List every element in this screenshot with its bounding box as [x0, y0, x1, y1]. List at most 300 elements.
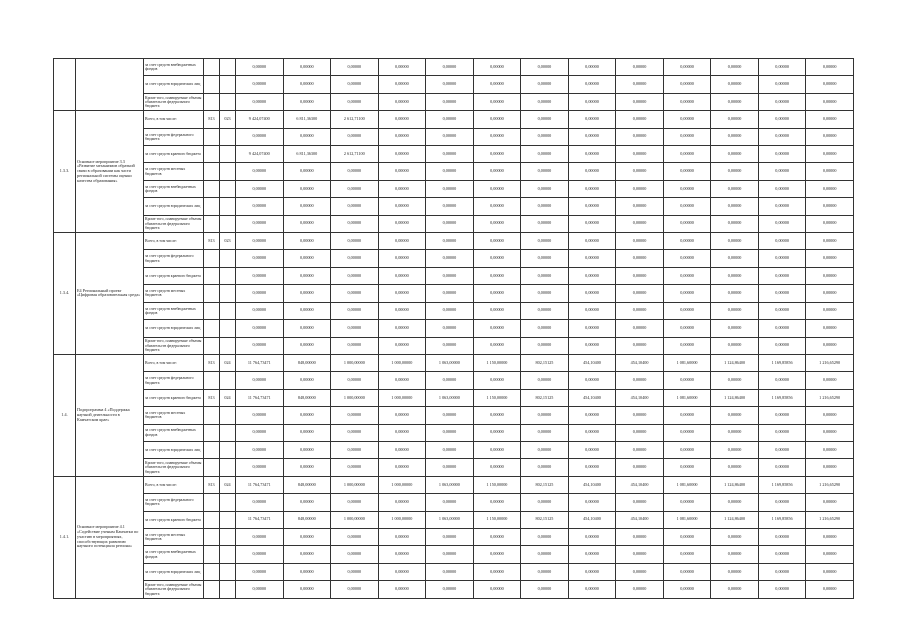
amount-cell: 0,00000 — [331, 424, 379, 441]
amount-cell: 0,00000 — [711, 302, 759, 319]
amount-cell: 0,00000 — [473, 93, 521, 110]
amount-cell: 0,00000 — [616, 337, 664, 354]
table-row — [54, 128, 854, 145]
amount-cell: 0,00000 — [616, 494, 664, 511]
amount-cell: 0,00000 — [473, 146, 521, 163]
grbs-code-cell — [204, 180, 220, 197]
amount-cell: 1 150,00000 — [473, 389, 521, 406]
funding-source-cell: за счет средств краевого бюджета — [144, 389, 204, 406]
amount-cell: 0,00000 — [568, 424, 616, 441]
table-row — [54, 476, 854, 493]
section-code-cell: 024 — [220, 389, 236, 406]
amount-cell: 0,00000 — [378, 546, 426, 563]
amount-cell: 0,00000 — [331, 59, 379, 76]
amount-cell: 0,00000 — [711, 233, 759, 250]
amount-cell: 0,00000 — [521, 285, 569, 302]
amount-cell: 0,00000 — [473, 163, 521, 180]
amount-cell: 0,00000 — [283, 163, 331, 180]
amount-cell: 0,00000 — [663, 163, 711, 180]
amount-cell: 0,00000 — [473, 250, 521, 267]
section-code-cell — [220, 581, 236, 598]
amount-cell: 0,00000 — [568, 250, 616, 267]
amount-cell: 0,00000 — [378, 215, 426, 232]
amount-cell: 0,00000 — [663, 441, 711, 458]
item-name-cell — [76, 59, 144, 111]
amount-cell: 0,00000 — [378, 146, 426, 163]
item-number-cell — [54, 59, 76, 111]
amount-cell: 454,10400 — [568, 476, 616, 493]
amount-cell: 0,00000 — [521, 233, 569, 250]
amount-cell: 0,00000 — [426, 459, 474, 476]
amount-cell: 0,00000 — [473, 581, 521, 598]
grbs-code-cell: 813 — [204, 389, 220, 406]
funding-source-cell: за счет средств внебюджетных фондов — [144, 59, 204, 76]
amount-cell: 1 216,65290 — [806, 354, 854, 371]
table-row — [54, 389, 854, 406]
table-row — [54, 407, 854, 424]
amount-cell: 0,00000 — [758, 128, 806, 145]
amount-cell: 0,00000 — [758, 563, 806, 580]
budget-table-page — [53, 58, 853, 598]
amount-cell: 0,00000 — [663, 459, 711, 476]
amount-cell: 0,00000 — [473, 372, 521, 389]
amount-cell: 0,00000 — [806, 302, 854, 319]
amount-cell: 1 000,00000 — [378, 476, 426, 493]
amount-cell: 0,00000 — [236, 528, 284, 545]
amount-cell: 0,00000 — [711, 320, 759, 337]
section-code-cell — [220, 337, 236, 354]
amount-cell: 0,00000 — [236, 581, 284, 598]
grbs-code-cell: 813 — [204, 354, 220, 371]
table-row — [54, 546, 854, 563]
amount-cell: 0,00000 — [426, 180, 474, 197]
amount-cell: 1 000,00000 — [378, 389, 426, 406]
amount-cell: 1 063,00000 — [426, 476, 474, 493]
grbs-code-cell — [204, 76, 220, 93]
amount-cell: 0,00000 — [236, 563, 284, 580]
table-row — [54, 563, 854, 580]
table-row — [54, 180, 854, 197]
amount-cell: 0,00000 — [806, 459, 854, 476]
amount-cell: 0,00000 — [236, 337, 284, 354]
amount-cell: 454,10400 — [616, 511, 664, 528]
table-row — [54, 285, 854, 302]
amount-cell: 0,00000 — [236, 76, 284, 93]
amount-cell: 0,00000 — [758, 215, 806, 232]
section-code-cell — [220, 528, 236, 545]
table-row — [54, 215, 854, 232]
funding-source-cell: за счет средств внебюджетных фондов — [144, 546, 204, 563]
amount-cell: 0,00000 — [663, 337, 711, 354]
amount-cell: 0,00000 — [758, 250, 806, 267]
amount-cell: 0,00000 — [426, 320, 474, 337]
amount-cell: 0,00000 — [283, 581, 331, 598]
grbs-code-cell — [204, 546, 220, 563]
amount-cell: 1 216,65290 — [806, 476, 854, 493]
amount-cell: 0,00000 — [378, 163, 426, 180]
amount-cell: 0,00000 — [568, 320, 616, 337]
section-code-cell — [220, 76, 236, 93]
amount-cell: 0,00000 — [378, 233, 426, 250]
amount-cell: 0,00000 — [283, 563, 331, 580]
amount-cell: 1 000,00000 — [378, 511, 426, 528]
amount-cell: 0,00000 — [663, 424, 711, 441]
funding-source-cell: за счет средств краевого бюджета — [144, 511, 204, 528]
amount-cell: 0,00000 — [378, 372, 426, 389]
amount-cell: 0,00000 — [616, 320, 664, 337]
amount-cell: 0,00000 — [426, 407, 474, 424]
amount-cell: 0,00000 — [616, 163, 664, 180]
amount-cell: 0,00000 — [283, 59, 331, 76]
grbs-code-cell — [204, 528, 220, 545]
amount-cell: 0,00000 — [378, 528, 426, 545]
grbs-code-cell — [204, 250, 220, 267]
amount-cell: 11 764,73471 — [236, 476, 284, 493]
amount-cell: 0,00000 — [236, 267, 284, 284]
amount-cell: 0,00000 — [426, 111, 474, 128]
amount-cell: 1 081,60000 — [663, 354, 711, 371]
amount-cell: 0,00000 — [378, 302, 426, 319]
amount-cell: 848,00000 — [283, 511, 331, 528]
amount-cell: 1 124,86400 — [711, 354, 759, 371]
table-row — [54, 337, 854, 354]
amount-cell: 0,00000 — [663, 546, 711, 563]
amount-cell: 0,00000 — [283, 337, 331, 354]
amount-cell: 0,00000 — [283, 128, 331, 145]
section-code-cell — [220, 198, 236, 215]
funding-source-cell: за счет средств краевого бюджета — [144, 267, 204, 284]
amount-cell: 0,00000 — [331, 215, 379, 232]
amount-cell: 454,10400 — [568, 511, 616, 528]
amount-cell: 0,00000 — [331, 581, 379, 598]
amount-cell: 0,00000 — [616, 250, 664, 267]
amount-cell: 0,00000 — [426, 441, 474, 458]
amount-cell: 0,00000 — [806, 337, 854, 354]
amount-cell: 0,00000 — [758, 546, 806, 563]
amount-cell: 0,00000 — [426, 581, 474, 598]
amount-cell: 0,00000 — [758, 337, 806, 354]
funding-source-cell: за счет средств краевого бюджета — [144, 146, 204, 163]
amount-cell: 0,00000 — [758, 372, 806, 389]
grbs-code-cell: 813 — [204, 111, 220, 128]
funding-source-cell: за счет средств юридических лиц — [144, 563, 204, 580]
amount-cell: 0,00000 — [806, 59, 854, 76]
amount-cell: 0,00000 — [663, 372, 711, 389]
amount-cell: 0,00000 — [568, 528, 616, 545]
amount-cell: 1 063,00000 — [426, 389, 474, 406]
amount-cell: 0,00000 — [521, 215, 569, 232]
amount-cell: 0,00000 — [758, 528, 806, 545]
amount-cell: 0,00000 — [711, 563, 759, 580]
table-row — [54, 111, 854, 128]
funding-source-cell: за счет средств местных бюджетов — [144, 407, 204, 424]
grbs-code-cell — [204, 215, 220, 232]
amount-cell: 1 000,00000 — [331, 354, 379, 371]
amount-cell: 0,00000 — [236, 163, 284, 180]
amount-cell: 0,00000 — [473, 76, 521, 93]
amount-cell: 0,00000 — [568, 407, 616, 424]
amount-cell: 0,00000 — [331, 128, 379, 145]
grbs-code-cell — [204, 198, 220, 215]
amount-cell: 0,00000 — [331, 76, 379, 93]
amount-cell: 0,00000 — [331, 563, 379, 580]
amount-cell: 0,00000 — [568, 198, 616, 215]
item-number-cell: 1.3.4. — [54, 233, 76, 355]
amount-cell: 454,10400 — [568, 389, 616, 406]
amount-cell: 0,00000 — [283, 302, 331, 319]
grbs-code-cell — [204, 267, 220, 284]
grbs-code-cell — [204, 163, 220, 180]
amount-cell: 0,00000 — [426, 424, 474, 441]
amount-cell: 0,00000 — [236, 494, 284, 511]
amount-cell: 0,00000 — [568, 372, 616, 389]
amount-cell: 0,00000 — [331, 198, 379, 215]
amount-cell: 0,00000 — [378, 563, 426, 580]
amount-cell: 1 216,65290 — [806, 389, 854, 406]
funding-source-cell: Всего, в том числе: — [144, 354, 204, 371]
grbs-code-cell — [204, 302, 220, 319]
amount-cell: 0,00000 — [711, 163, 759, 180]
amount-cell: 0,00000 — [806, 146, 854, 163]
table-row — [54, 459, 854, 476]
table-row — [54, 354, 854, 371]
amount-cell: 0,00000 — [331, 337, 379, 354]
section-code-cell — [220, 302, 236, 319]
funding-source-cell: Кроме того, планируемые объемы обязательств федерального бюджета — [144, 459, 204, 476]
amount-cell: 0,00000 — [663, 76, 711, 93]
amount-cell: 0,00000 — [378, 459, 426, 476]
amount-cell: 0,00000 — [426, 302, 474, 319]
amount-cell: 1 124,86400 — [711, 511, 759, 528]
section-code-cell — [220, 285, 236, 302]
item-number-cell: 1.4. — [54, 354, 76, 476]
amount-cell: 0,00000 — [663, 233, 711, 250]
amount-cell: 0,00000 — [711, 180, 759, 197]
amount-cell: 0,00000 — [806, 424, 854, 441]
amount-cell: 454,10400 — [616, 389, 664, 406]
amount-cell: 0,00000 — [616, 180, 664, 197]
section-code-cell — [220, 59, 236, 76]
amount-cell: 0,00000 — [758, 441, 806, 458]
amount-cell: 0,00000 — [283, 267, 331, 284]
amount-cell: 0,00000 — [663, 581, 711, 598]
amount-cell: 0,00000 — [711, 250, 759, 267]
amount-cell: 0,00000 — [616, 146, 664, 163]
table-row — [54, 59, 854, 76]
amount-cell: 0,00000 — [711, 93, 759, 110]
amount-cell: 0,00000 — [758, 424, 806, 441]
section-code-cell — [220, 459, 236, 476]
amount-cell: 0,00000 — [758, 111, 806, 128]
amount-cell: 0,00000 — [283, 250, 331, 267]
amount-cell: 0,00000 — [616, 302, 664, 319]
amount-cell: 0,00000 — [426, 372, 474, 389]
amount-cell: 0,00000 — [283, 320, 331, 337]
amount-cell: 0,00000 — [711, 76, 759, 93]
grbs-code-cell: 813 — [204, 233, 220, 250]
amount-cell: 0,00000 — [473, 528, 521, 545]
amount-cell: 0,00000 — [473, 337, 521, 354]
amount-cell: 0,00000 — [331, 267, 379, 284]
amount-cell: 0,00000 — [806, 494, 854, 511]
amount-cell: 0,00000 — [236, 320, 284, 337]
amount-cell: 0,00000 — [283, 424, 331, 441]
table-row — [54, 424, 854, 441]
amount-cell: 0,00000 — [283, 546, 331, 563]
amount-cell: 1 063,00000 — [426, 354, 474, 371]
amount-cell: 0,00000 — [663, 267, 711, 284]
amount-cell: 0,00000 — [711, 441, 759, 458]
amount-cell: 0,00000 — [663, 93, 711, 110]
section-code-cell — [220, 320, 236, 337]
amount-cell: 0,00000 — [711, 128, 759, 145]
amount-cell: 0,00000 — [758, 93, 806, 110]
funding-source-cell: Всего, в том числе: — [144, 233, 204, 250]
amount-cell: 0,00000 — [473, 459, 521, 476]
amount-cell: 0,00000 — [473, 407, 521, 424]
amount-cell: 0,00000 — [806, 546, 854, 563]
amount-cell: 0,00000 — [663, 285, 711, 302]
amount-cell: 0,00000 — [711, 407, 759, 424]
amount-cell: 9 424,07400 — [236, 146, 284, 163]
amount-cell: 0,00000 — [236, 459, 284, 476]
amount-cell: 0,00000 — [378, 494, 426, 511]
amount-cell: 1 150,00000 — [473, 511, 521, 528]
amount-cell: 0,00000 — [378, 180, 426, 197]
section-code-cell — [220, 424, 236, 441]
funding-source-cell: за счет средств местных бюджетов — [144, 285, 204, 302]
amount-cell: 0,00000 — [378, 128, 426, 145]
amount-cell: 0,00000 — [568, 76, 616, 93]
amount-cell: 0,00000 — [758, 285, 806, 302]
amount-cell: 0,00000 — [663, 250, 711, 267]
amount-cell: 0,00000 — [758, 407, 806, 424]
amount-cell: 0,00000 — [473, 320, 521, 337]
amount-cell: 1 124,86400 — [711, 389, 759, 406]
item-name-cell: Е4 Региональный проект «Цифровая образовательная среда» — [76, 233, 144, 355]
section-code-cell — [220, 93, 236, 110]
amount-cell: 0,00000 — [331, 250, 379, 267]
amount-cell: 0,00000 — [331, 372, 379, 389]
amount-cell: 0,00000 — [806, 128, 854, 145]
amount-cell: 0,00000 — [473, 285, 521, 302]
funding-source-cell: за счет средств внебюджетных фондов — [144, 302, 204, 319]
amount-cell: 0,00000 — [331, 528, 379, 545]
grbs-code-cell — [204, 93, 220, 110]
funding-source-cell: Всего, в том числе: — [144, 476, 204, 493]
section-code-cell — [220, 163, 236, 180]
section-code-cell — [220, 563, 236, 580]
amount-cell: 6 811,36300 — [283, 146, 331, 163]
section-code-cell — [220, 180, 236, 197]
amount-cell: 802,15125 — [521, 389, 569, 406]
amount-cell: 0,00000 — [616, 233, 664, 250]
amount-cell: 0,00000 — [378, 581, 426, 598]
amount-cell: 0,00000 — [568, 93, 616, 110]
grbs-code-cell — [204, 441, 220, 458]
amount-cell: 0,00000 — [378, 111, 426, 128]
amount-cell: 0,00000 — [283, 198, 331, 215]
funding-source-cell: за счет средств местных бюджетов — [144, 528, 204, 545]
amount-cell: 0,00000 — [426, 563, 474, 580]
amount-cell: 9 424,07400 — [236, 111, 284, 128]
amount-cell: 0,00000 — [521, 320, 569, 337]
amount-cell: 0,00000 — [473, 111, 521, 128]
amount-cell: 0,00000 — [473, 180, 521, 197]
amount-cell: 0,00000 — [521, 180, 569, 197]
table-row — [54, 93, 854, 110]
amount-cell: 0,00000 — [426, 59, 474, 76]
amount-cell: 1 081,60000 — [663, 389, 711, 406]
grbs-code-cell — [204, 285, 220, 302]
funding-source-cell: за счет средств юридических лиц — [144, 441, 204, 458]
amount-cell: 0,00000 — [616, 76, 664, 93]
amount-cell: 0,00000 — [473, 215, 521, 232]
funding-source-cell: Кроме того, планируемые объемы обязательств федерального бюджета — [144, 215, 204, 232]
amount-cell: 0,00000 — [806, 163, 854, 180]
amount-cell: 0,00000 — [473, 128, 521, 145]
amount-cell: 0,00000 — [236, 128, 284, 145]
amount-cell: 0,00000 — [236, 250, 284, 267]
amount-cell: 0,00000 — [663, 111, 711, 128]
section-code-cell — [220, 511, 236, 528]
amount-cell: 0,00000 — [806, 93, 854, 110]
amount-cell: 0,00000 — [663, 128, 711, 145]
amount-cell: 0,00000 — [378, 337, 426, 354]
funding-source-cell: за счет средств внебюджетных фондов — [144, 424, 204, 441]
amount-cell: 0,00000 — [236, 285, 284, 302]
grbs-code-cell — [204, 581, 220, 598]
amount-cell: 1 169,85856 — [758, 476, 806, 493]
amount-cell: 0,00000 — [806, 76, 854, 93]
funding-source-cell: за счет средств юридических лиц — [144, 198, 204, 215]
amount-cell: 0,00000 — [331, 163, 379, 180]
amount-cell: 2 612,71100 — [331, 146, 379, 163]
grbs-code-cell — [204, 563, 220, 580]
grbs-code-cell — [204, 424, 220, 441]
amount-cell: 0,00000 — [378, 250, 426, 267]
amount-cell: 0,00000 — [711, 215, 759, 232]
amount-cell: 0,00000 — [568, 581, 616, 598]
amount-cell: 0,00000 — [236, 93, 284, 110]
amount-cell: 0,00000 — [711, 424, 759, 441]
amount-cell: 0,00000 — [378, 407, 426, 424]
amount-cell: 0,00000 — [568, 546, 616, 563]
funding-source-cell: за счет средств федерального бюджета — [144, 250, 204, 267]
amount-cell: 0,00000 — [806, 441, 854, 458]
amount-cell: 802,15125 — [521, 476, 569, 493]
table-row — [54, 267, 854, 284]
amount-cell: 0,00000 — [711, 372, 759, 389]
amount-cell: 1 216,65290 — [806, 511, 854, 528]
grbs-code-cell — [204, 494, 220, 511]
amount-cell: 0,00000 — [378, 320, 426, 337]
amount-cell: 0,00000 — [568, 267, 616, 284]
amount-cell: 1 169,85856 — [758, 354, 806, 371]
amount-cell: 0,00000 — [806, 250, 854, 267]
amount-cell: 0,00000 — [283, 407, 331, 424]
amount-cell: 454,10400 — [616, 476, 664, 493]
item-name-cell: Основное мероприятие 3.3 «Развитие механизмов обратной связи в образовании как части региональной системы оценки качества образования» — [76, 111, 144, 233]
amount-cell: 0,00000 — [378, 76, 426, 93]
amount-cell: 0,00000 — [473, 563, 521, 580]
table-row — [54, 146, 854, 163]
amount-cell: 11 764,73471 — [236, 389, 284, 406]
amount-cell: 0,00000 — [568, 233, 616, 250]
amount-cell: 0,00000 — [426, 128, 474, 145]
amount-cell: 0,00000 — [711, 198, 759, 215]
amount-cell: 0,00000 — [568, 494, 616, 511]
